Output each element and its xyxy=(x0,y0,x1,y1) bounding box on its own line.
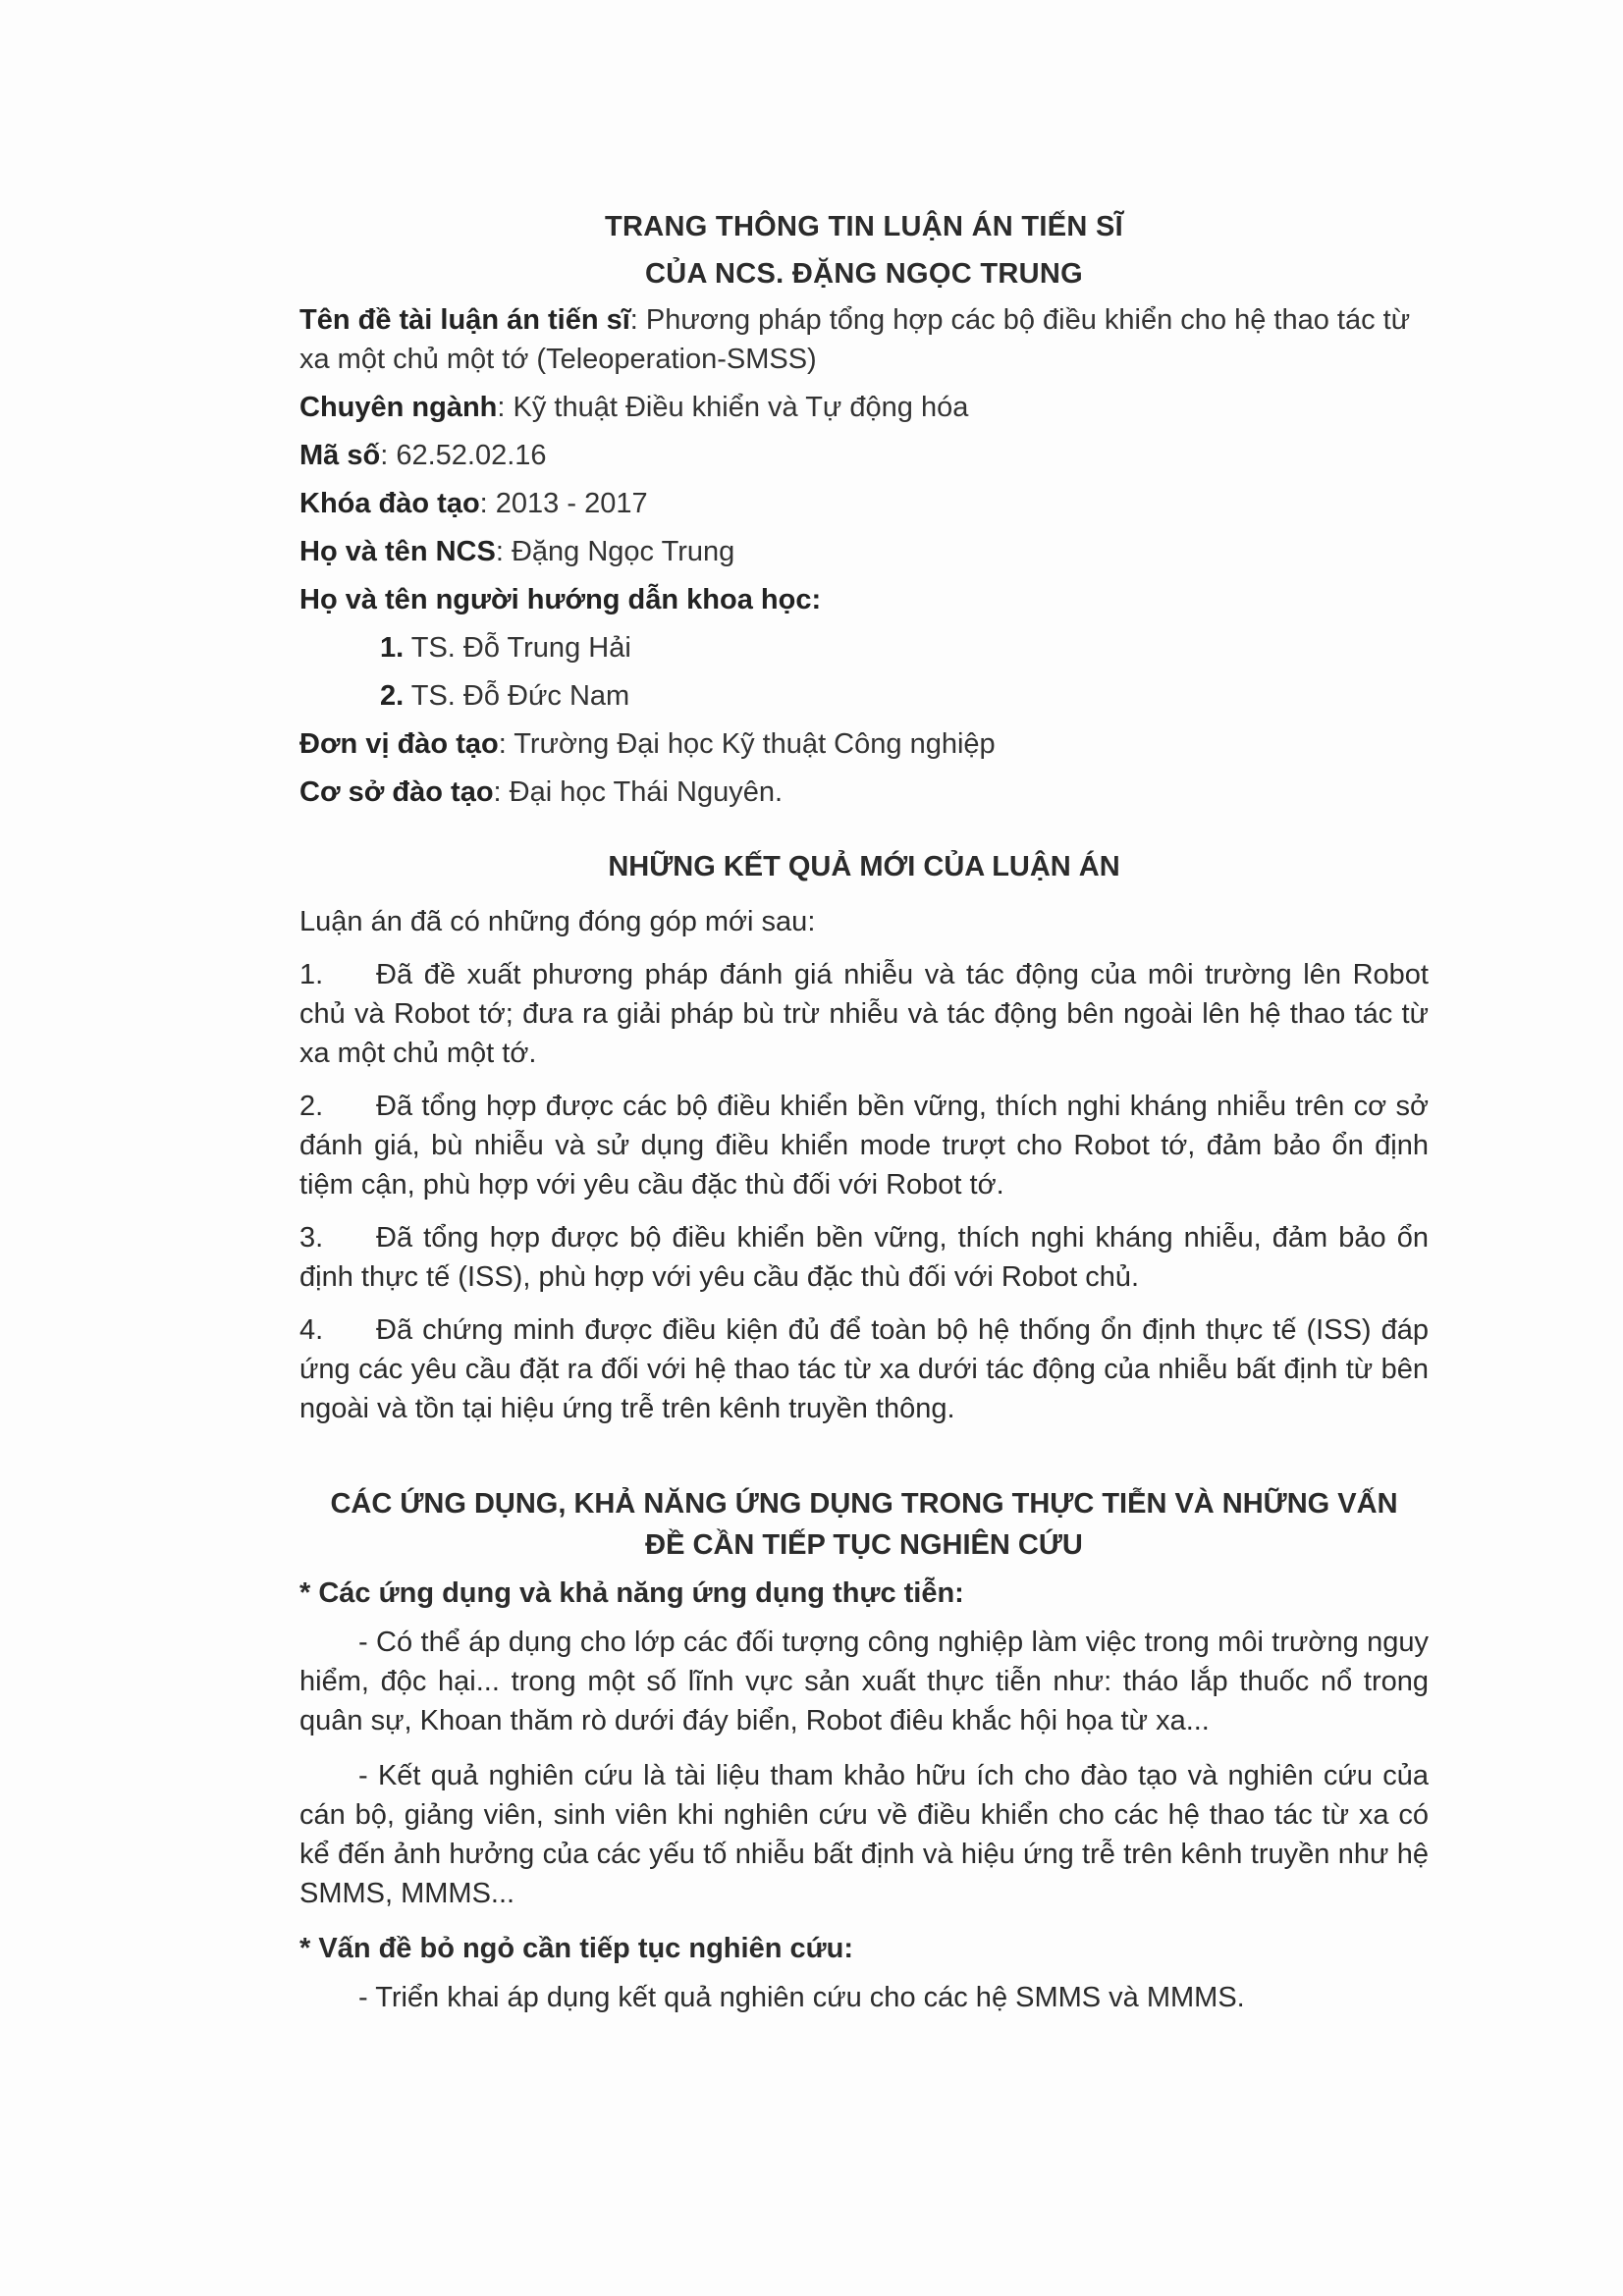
result-text: Đã chứng minh được điều kiện đủ để toàn bộ hệ thống ổn định thực tế (ISS) đáp ứng các yêu cầu đặt ra đối với hệ thao tác từ xa dưới tác động của nhiễu bất định từ bên ngoài và tồn tại hiệu ứng trễ trên kênh truyền thông. xyxy=(299,1314,1429,1424)
unit-value: Trường Đại học Kỹ thuật Công nghiệp xyxy=(514,728,996,760)
result-item xyxy=(299,955,1429,1073)
unit-row: Đơn vị đào tạo: Trường Đại học Kỹ thuật Công nghiệp xyxy=(299,728,996,760)
open-issues-heading: * Vấn đề bỏ ngỏ cần tiếp tục nghiên cứu: xyxy=(299,1933,853,1964)
major-label: Chuyên ngành xyxy=(299,392,498,423)
course-row: Khóa đào tạo: 2013 - 2017 xyxy=(299,488,648,519)
page-title: TRANG THÔNG TIN LUẬN ÁN TIẾN SĨ xyxy=(604,211,1124,242)
practical-item: - Có thể áp dụng cho lớp các đối tượng công nghiệp làm việc trong môi trường nguy hiểm, độc hại... trong một số lĩnh vực sản xuất thực tiễn như: tháo lắp thuốc nổ trong quân sự, Khoan thăm rò dưới đáy biển, Robot điêu khắc hội họa từ xa... xyxy=(299,1627,1429,1736)
major-value: Kỹ thuật Điều khiển và Tự động hóa xyxy=(513,392,969,423)
result-number: 4. xyxy=(299,1314,324,1346)
advisor-number: 2. xyxy=(380,680,405,712)
advisor-number: 1. xyxy=(380,632,405,664)
results-intro: Luận án đã có những đóng góp mới sau: xyxy=(299,906,816,937)
advisor-name: TS. Đỗ Đức Nam xyxy=(410,680,630,712)
advisors-label-row xyxy=(299,580,1429,619)
thesis-title-label: Tên đề tài luận án tiến sĩ xyxy=(299,304,630,336)
open-issue-item: - Triển khai áp dụng kết quả nghiên cứu cho các hệ SMMS và MMMS. xyxy=(358,1982,1245,2013)
result-text: Đã đề xuất phương pháp đánh giá nhiễu và tác động của môi trường lên Robot chủ và Robot tớ; đưa ra giải pháp bù trừ nhiễu và tác động bên ngoài lên hệ thao tác từ xa một chủ một tớ. xyxy=(299,959,1429,1069)
candidate-row: Họ và tên NCS: Đặng Ngọc Trung xyxy=(299,536,735,567)
advisor-item xyxy=(299,628,1429,667)
code-row: Mã số: 62.52.02.16 xyxy=(299,440,547,471)
result-item xyxy=(299,1087,1429,1204)
practical-heading: * Các ứng dụng và khả năng ứng dụng thực tiễn: xyxy=(299,1577,964,1609)
advisor-item xyxy=(299,676,1429,716)
candidate-value: Đặng Ngọc Trung xyxy=(511,536,735,567)
major-row: Chuyên ngành: Kỹ thuật Điều khiển và Tự động hóa xyxy=(299,392,969,423)
result-number: 3. xyxy=(299,1222,324,1254)
applications-heading xyxy=(299,1483,1429,1566)
code-value: 62.52.02.16 xyxy=(396,440,547,471)
course-label: Khóa đào tạo xyxy=(299,488,480,519)
result-number: 1. xyxy=(299,959,324,990)
applications-heading-line1: CÁC ỨNG DỤNG, KHẢ NĂNG ỨNG DỤNG TRONG THỰC TIỄN VÀ NHỮNG VẤN xyxy=(330,1488,1398,1520)
institution-value: Đại học Thái Nguyên. xyxy=(509,776,784,808)
course-value: 2013 - 2017 xyxy=(495,488,648,519)
thesis-title-value: Phương pháp tổng hợp các bộ điều khiển cho hệ thao tác từ xa một chủ một tớ (Teleoperation-SMSS) xyxy=(299,304,1411,375)
result-text: Đã tổng hợp được bộ điều khiển bền vững, thích nghi kháng nhiễu, đảm bảo ổn định thực tế (ISS), phù hợp với yêu cầu đặc thù đối với Robot chủ. xyxy=(299,1222,1429,1293)
code-label: Mã số xyxy=(299,440,381,471)
result-item xyxy=(299,1310,1429,1428)
document-content xyxy=(299,206,1429,2017)
advisor-name: TS. Đỗ Trung Hải xyxy=(410,632,631,664)
page-subtitle: CỦA NCS. ĐẶNG NGỌC TRUNG xyxy=(645,258,1083,290)
institution-label: Cơ sở đào tạo xyxy=(299,776,494,808)
applications-heading-line2: ĐỀ CẦN TIẾP TỤC NGHIÊN CỨU xyxy=(645,1529,1083,1561)
institution-row: Cơ sở đào tạo: Đại học Thái Nguyên. xyxy=(299,776,784,808)
candidate-label: Họ và tên NCS xyxy=(299,536,496,567)
advisors-label: Họ và tên người hướng dẫn khoa học: xyxy=(299,584,822,615)
result-item xyxy=(299,1218,1429,1297)
result-text: Đã tổng hợp được các bộ điều khiển bền vững, thích nghi kháng nhiễu trên cơ sở đánh giá, bù nhiễu và sử dụng điều khiển mode trượt cho Robot tớ, đảm bảo ổn định tiệm cận, phù hợp với yêu cầu đặc thù đối với Robot tớ. xyxy=(299,1091,1429,1201)
unit-label: Đơn vị đào tạo xyxy=(299,728,499,760)
result-number: 2. xyxy=(299,1091,324,1122)
practical-item: - Kết quả nghiên cứu là tài liệu tham khảo hữu ích cho đào tạo và nghiên cứu của cán bộ, giảng viên, sinh viên khi nghiên cứu về điều khiển cho các hệ thao tác từ xa có kể đến ảnh hưởng của các yếu tố nhiễu bất định và hiệu ứng trễ trên kênh truyền như hệ SMMS, MMMS... xyxy=(299,1760,1429,1909)
results-heading: NHỮNG KẾT QUẢ MỚI CỦA LUẬN ÁN xyxy=(608,851,1120,882)
thesis-title-row: Tên đề tài luận án tiến sĩ: Phương pháp tổng hợp các bộ điều khiển cho hệ thao tác từ xa một chủ một tớ (Teleoperation-SMSS) xyxy=(299,304,1411,375)
